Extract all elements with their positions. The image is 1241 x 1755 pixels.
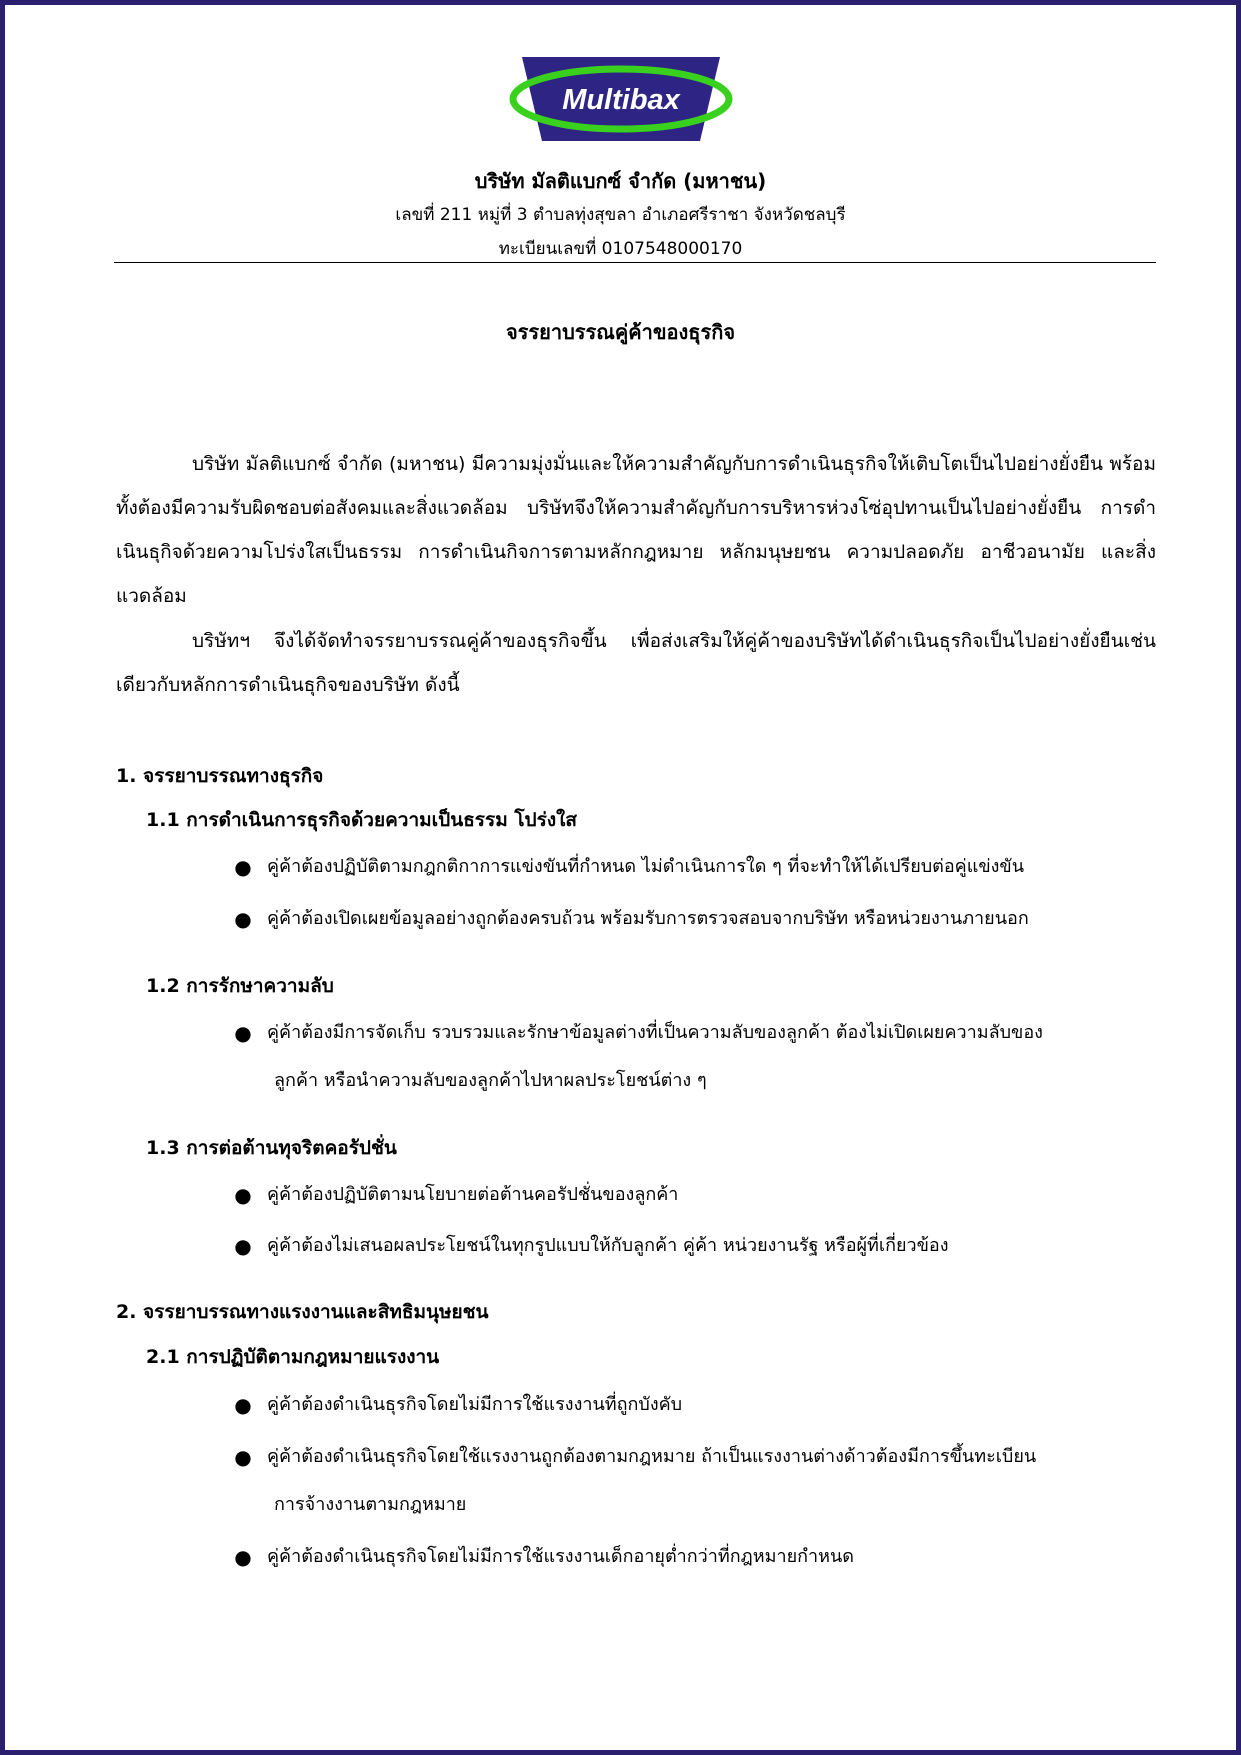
bullet-item xyxy=(233,1433,1161,1529)
intro-paragraph-2: บริษัทฯ จึงได้จัดทำจรรยาบรรณคู่ค้าของธุรกิจขึ้น เพื่อส่งเสริมให้คู่ค้าของบริษัทได้ดำเนินธุรกิจเป็นไปอย่างยั่งยืนเช่นเดียวกับหลักการดำเนินธุกิจของบริษัท ดังนี้ xyxy=(116,630,1156,696)
section-heading-2: 2. จรรยาบรรณทางแรงงานและสิทธิมนุษยชน xyxy=(116,1301,489,1323)
section-heading-1: 1. จรรยาบรรณทางธุรกิจ xyxy=(116,765,324,787)
bullet-dot-icon: ● xyxy=(234,1445,252,1469)
bullet-dot-icon: ● xyxy=(234,907,252,931)
bullet-text: คู่ค้าต้องมีการจัดเก็บ รวบรวมและรักษาข้อมูลต่างที่เป็นความลับของลูกค้า ต้องไม่เปิดเผยความลับของ xyxy=(267,1022,1043,1043)
logo-text: Multibax xyxy=(561,84,680,116)
subsection-heading-1-3: 1.3 การต่อต้านทุจริตคอรัปชั่น xyxy=(146,1137,397,1159)
bullet-dot-icon: ● xyxy=(234,855,252,879)
bullet-text: คู่ค้าต้องปฏิบัติตามกฎกติกาการแข่งขันที่กำหนด ไม่ดำเนินการใด ๆ ที่จะทำให้ได้เปรียบต่อคู่แข่งขัน xyxy=(267,856,1025,877)
bullet-dot-icon: ● xyxy=(234,1234,252,1258)
bullet-item xyxy=(233,1009,1161,1105)
company-address: เลขที่ 211 หมู่ที่ 3 ตำบลทุ่งสุขลา อำเภอศรีราชา จังหวัดชลบุรี xyxy=(395,205,846,225)
bullet-dot-icon: ● xyxy=(234,1393,252,1417)
bullet-text: คู่ค้าต้องเปิดเผยข้อมูลอย่างถูกต้องครบถ้วน พร้อมรับการตรวจสอบจากบริษัท หรือหน่วยงานภายนอก xyxy=(267,908,1029,929)
bullet-item xyxy=(233,1381,1161,1429)
bullet-dot-icon: ● xyxy=(234,1183,252,1207)
bullet-text: คู่ค้าต้องดำเนินธุรกิจโดยไม่มีการใช้แรงงานที่ถูกบังคับ xyxy=(267,1394,683,1415)
bullet-text-continuation: การจ้างงานตามกฎหมาย xyxy=(274,1494,467,1515)
bullet-item xyxy=(233,1222,1161,1270)
multibax-logo-image xyxy=(506,57,736,141)
bullet-dot-icon: ● xyxy=(234,1021,252,1045)
company-logo xyxy=(5,57,1236,145)
subsection-heading-1-1: 1.1 การดำเนินการธุรกิจด้วยความเป็นธรรม โปร่งใส xyxy=(146,809,577,831)
company-name: บริษัท มัลติแบกซ์ จำกัด (มหาชน) xyxy=(474,169,767,193)
bullet-dot-icon: ● xyxy=(234,1545,252,1569)
bullet-item xyxy=(233,1533,1161,1581)
subsection-heading-2-1: 2.1 การปฏิบัติตามกฎหมายแรงงาน xyxy=(146,1346,440,1368)
subsection-heading-1-2: 1.2 การรักษาความลับ xyxy=(146,975,334,997)
header-divider xyxy=(114,262,1156,263)
bullet-item xyxy=(233,843,1161,891)
bullet-text-continuation: ลูกค้า หรือนำความลับของลูกค้าไปหาผลประโยชน์ต่าง ๆ xyxy=(274,1070,707,1091)
bullet-text: คู่ค้าต้องดำเนินธุรกิจโดยไม่มีการใช้แรงงานเด็กอายุต่ำกว่าที่กฎหมายกำหนด xyxy=(267,1546,854,1567)
bullet-text: คู่ค้าต้องไม่เสนอผลประโยชน์ในทุกรูปแบบให้กับลูกค้า คู่ค้า หน่วยงานรัฐ หรือผู้ที่เกี่ยวข้อง xyxy=(267,1235,949,1256)
company-registration: ทะเบียนเลขที่ 0107548000170 xyxy=(498,239,743,259)
intro-paragraph-1: บริษัท มัลติแบกซ์ จำกัด (มหาชน) มีความมุ่งมั่นและให้ความสำคัญกับการดำเนินธุรกิจให้เติบโตเป็นไปอย่างยั่งยืน พร้อมทั้งต้องมีความรับผิดชอบต่อสังคมและสิ่งแวดล้อม บริษัทจึงให้ความสำคัญกับการบริหารห่วงโซ่อุปทานเป็นไปอย่างยั่งยืน การดำเนินธุกิจด้วยความโปร่งใสเป็นธรรม การดำเนินกิจการตามหลักกฎหมาย หลักมนุษยชน ความปลอดภัย อาชีวอนามัย และสิ่งแวดล้อม xyxy=(116,453,1156,607)
document-title: จรรยาบรรณคู่ค้าของธุรกิจ xyxy=(505,320,736,344)
bullet-item xyxy=(233,1171,1161,1219)
bullet-text: คู่ค้าต้องปฏิบัติตามนโยบายต่อต้านคอรัปชั่นของลูกค้า xyxy=(267,1184,679,1205)
bullet-item xyxy=(233,895,1161,943)
bullet-text: คู่ค้าต้องดำเนินธุรกิจโดยใช้แรงงานถูกต้องตามกฎหมาย ถ้าเป็นแรงงานต่างด้าวต้องมีการขึ้นทะเบียน xyxy=(267,1446,1037,1467)
